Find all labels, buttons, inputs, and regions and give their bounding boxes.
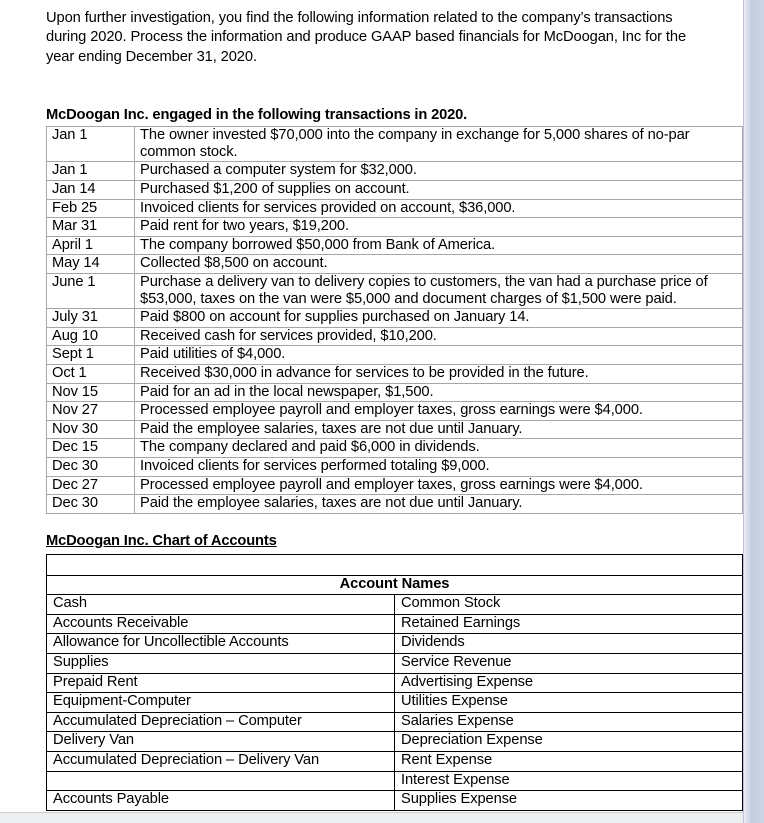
- table-row: [47, 457, 743, 476]
- transaction-description-cell: Processed employee payroll and employer taxes, gross earnings were $4,000.: [135, 476, 743, 495]
- document-content: [46, 0, 743, 811]
- transactions-table: [46, 126, 743, 513]
- table-row: [47, 732, 743, 752]
- transaction-date-cell: Dec 30: [47, 457, 135, 476]
- table-row: [47, 654, 743, 674]
- transaction-description-cell: Purchased $1,200 of supplies on account.: [135, 181, 743, 200]
- transaction-description-cell: Paid the employee salaries, taxes are not due until January.: [135, 420, 743, 439]
- spacer: [46, 514, 743, 533]
- table-row: [47, 383, 743, 402]
- transaction-description-cell: Received cash for services provided, $10,200.: [135, 327, 743, 346]
- transaction-date-cell: Dec 27: [47, 476, 135, 495]
- transaction-description-cell: The company declared and paid $6,000 in dividends.: [135, 439, 743, 458]
- account-name-cell-right: Salaries Expense: [395, 712, 743, 732]
- transaction-date-cell: June 1: [47, 273, 135, 308]
- account-name-cell-right: Advertising Expense: [395, 673, 743, 693]
- table-row: [47, 420, 743, 439]
- account-name-cell-right: Supplies Expense: [395, 791, 743, 811]
- account-name-cell-left: Accumulated Depreciation – Computer: [47, 712, 395, 732]
- transaction-description-cell: Paid the employee salaries, taxes are not due until January.: [135, 495, 743, 514]
- transaction-date-cell: Feb 25: [47, 199, 135, 218]
- transaction-date-cell: Sept 1: [47, 346, 135, 365]
- account-name-cell-right: Common Stock: [395, 595, 743, 615]
- account-name-cell-left: Supplies: [47, 654, 395, 674]
- transactions-heading: McDoogan Inc. engaged in the following transactions in 2020.: [46, 107, 468, 124]
- transaction-description-cell: Paid utilities of $4,000.: [135, 346, 743, 365]
- window-right-panel: [743, 0, 764, 823]
- account-name-cell-left: Prepaid Rent: [47, 673, 395, 693]
- transaction-description-cell: Invoiced clients for services performed totaling $9,000.: [135, 457, 743, 476]
- transaction-date-cell: Mar 31: [47, 218, 135, 237]
- transaction-date-cell: Jan 14: [47, 181, 135, 200]
- transaction-date-cell: Jan 1: [47, 127, 135, 162]
- table-row: [47, 402, 743, 421]
- transaction-date-cell: Dec 15: [47, 439, 135, 458]
- transactions-table-body: [47, 127, 743, 513]
- spacer: [46, 67, 743, 107]
- table-row: [47, 181, 743, 200]
- table-row: [47, 634, 743, 654]
- account-name-cell-left: Delivery Van: [47, 732, 395, 752]
- account-name-cell-right: Retained Earnings: [395, 614, 743, 634]
- account-names-header: Account Names: [47, 575, 743, 595]
- transaction-date-cell: Aug 10: [47, 327, 135, 346]
- transaction-description-cell: Paid $800 on account for supplies purchased on January 14.: [135, 309, 743, 328]
- window-bottom-strip: [0, 812, 743, 823]
- account-name-cell-right: Interest Expense: [395, 771, 743, 791]
- table-row: [47, 673, 743, 693]
- table-row: [47, 218, 743, 237]
- transaction-date-cell: Nov 30: [47, 420, 135, 439]
- transaction-date-cell: Oct 1: [47, 364, 135, 383]
- blank-cell: [47, 554, 743, 575]
- account-name-cell-left: Allowance for Uncollectible Accounts: [47, 634, 395, 654]
- table-row: [47, 752, 743, 772]
- account-name-cell-right: Utilities Expense: [395, 693, 743, 713]
- table-row: [47, 476, 743, 495]
- transaction-description-cell: The company borrowed $50,000 from Bank of America.: [135, 236, 743, 255]
- table-row: [47, 364, 743, 383]
- table-row: [47, 771, 743, 791]
- chart-of-accounts-table: [46, 554, 743, 811]
- chart-of-accounts-table-body: [47, 554, 743, 810]
- transaction-date-cell: Nov 15: [47, 383, 135, 402]
- account-name-cell-left: Equipment-Computer: [47, 693, 395, 713]
- transaction-description-cell: Purchased a computer system for $32,000.: [135, 162, 743, 181]
- table-row: [47, 255, 743, 274]
- account-name-cell-left: Accounts Receivable: [47, 614, 395, 634]
- transaction-date-cell: July 31: [47, 309, 135, 328]
- table-row: [47, 614, 743, 634]
- table-row: [47, 346, 743, 365]
- table-row: [47, 439, 743, 458]
- account-name-cell-right: Depreciation Expense: [395, 732, 743, 752]
- transaction-description-cell: The owner invested $70,000 into the company in exchange for 5,000 shares of no-par common stock.: [135, 127, 743, 162]
- table-row: [47, 595, 743, 615]
- transaction-description-cell: Collected $8,500 on account.: [135, 255, 743, 274]
- intro-paragraph: Upon further investigation, you find the following information related to the company’s transactions during 2020. Process the information and produce GAAP based financials for McDoogan, Inc for the year ending December 31, 2020.: [46, 10, 687, 65]
- transaction-description-cell: Received $30,000 in advance for services to be provided in the future.: [135, 364, 743, 383]
- account-name-cell-right: Dividends: [395, 634, 743, 654]
- transaction-date-cell: April 1: [47, 236, 135, 255]
- table-row: [47, 162, 743, 181]
- transaction-description-cell: Paid for an ad in the local newspaper, $1,500.: [135, 383, 743, 402]
- transaction-date-cell: Jan 1: [47, 162, 135, 181]
- table-row: [47, 327, 743, 346]
- table-row: [47, 693, 743, 713]
- transaction-description-cell: Processed employee payroll and employer taxes, gross earnings were $4,000.: [135, 402, 743, 421]
- transaction-date-cell: May 14: [47, 255, 135, 274]
- account-name-cell-left: Accounts Payable: [47, 791, 395, 811]
- account-name-cell-right: Service Revenue: [395, 654, 743, 674]
- table-row: [47, 712, 743, 732]
- table-row: [47, 495, 743, 514]
- transaction-description-cell: Paid rent for two years, $19,200.: [135, 218, 743, 237]
- account-name-cell-left: Cash: [47, 595, 395, 615]
- table-row: [47, 127, 743, 162]
- table-row: [47, 199, 743, 218]
- transaction-date-cell: Dec 30: [47, 495, 135, 514]
- account-name-cell-right: Rent Expense: [395, 752, 743, 772]
- transaction-date-cell: Nov 27: [47, 402, 135, 421]
- transaction-description-cell: Purchase a delivery van to delivery copies to customers, the van had a purchase price of $53,000, taxes on the van were $5,000 and document charges of $1,500 were paid.: [135, 273, 743, 308]
- table-row: [47, 236, 743, 255]
- chart-of-accounts-heading: McDoogan Inc. Chart of Accounts: [46, 532, 277, 549]
- table-row: [47, 309, 743, 328]
- table-row-header: [47, 575, 743, 595]
- table-row: [47, 791, 743, 811]
- empty-cell: [47, 771, 395, 791]
- table-row: [47, 273, 743, 308]
- table-row-blank: [47, 554, 743, 575]
- account-name-cell-left: Accumulated Depreciation – Delivery Van: [47, 752, 395, 772]
- transaction-description-cell: Invoiced clients for services provided on account, $36,000.: [135, 199, 743, 218]
